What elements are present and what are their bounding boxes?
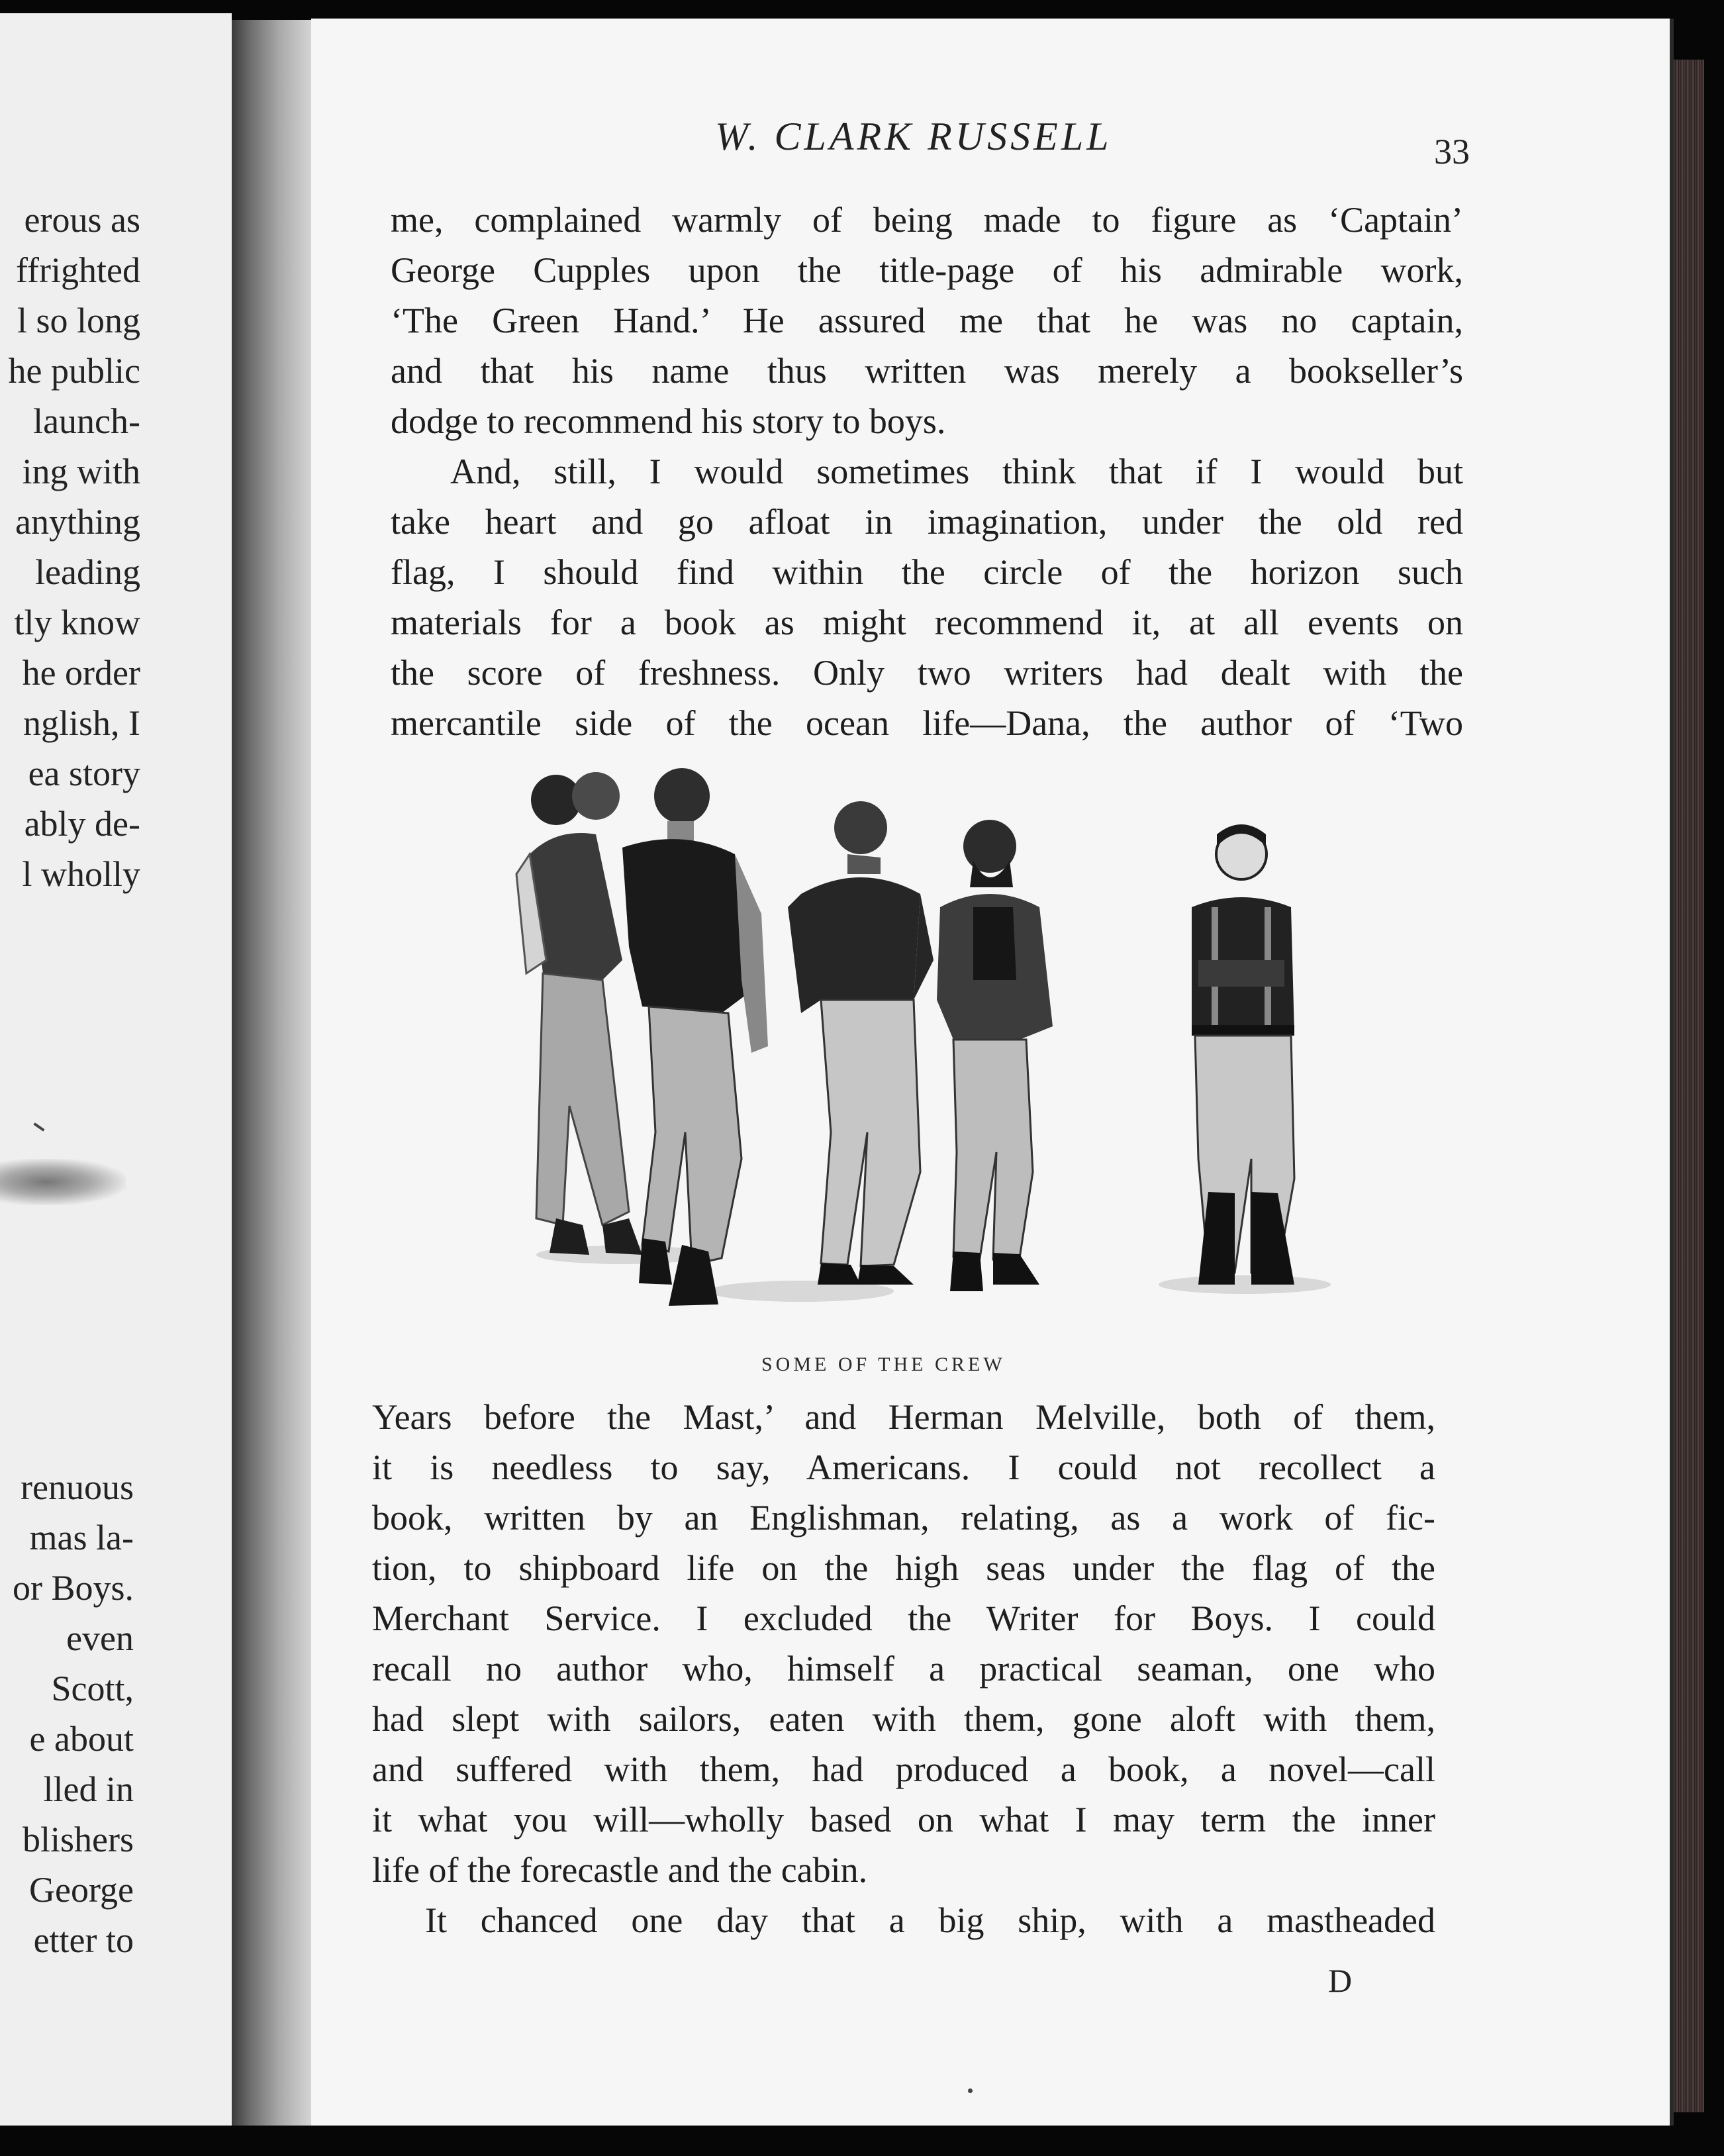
- left-line: anything: [15, 502, 140, 542]
- left-line: nglish, I: [23, 703, 140, 743]
- text-line: life of the forecastle and the cabin.: [372, 1850, 868, 1890]
- text-line: flag, I should find within the circle of the horizon such: [391, 552, 1463, 592]
- left-line: erous as: [24, 200, 140, 240]
- left-page-mark: [33, 1122, 44, 1132]
- text-line: and that his name thus written was merely a bookseller’s: [391, 351, 1463, 391]
- text-line: mercantile side of the ocean life—Dana, the author of ‘Two: [391, 703, 1463, 743]
- crew-engraving: [490, 761, 1351, 1338]
- page-number: 33: [1434, 132, 1470, 172]
- text-line: tion, to shipboard life on the high seas under the flag of the: [372, 1548, 1435, 1588]
- left-line: leading: [35, 552, 140, 592]
- sailor-center-left: [788, 801, 934, 1285]
- left-line: blishers: [23, 1820, 134, 1859]
- sailor-center-right: [937, 820, 1053, 1291]
- left-line: launch-: [33, 401, 140, 441]
- left-line: l wholly: [22, 854, 140, 894]
- left-line: renuous: [21, 1467, 134, 1507]
- sailor-group-left: [516, 768, 768, 1306]
- text-line: ‘The Green Hand.’ He assured me that he was no captain,: [391, 301, 1463, 340]
- book-edge: [1674, 60, 1704, 2112]
- left-line: Scott,: [51, 1669, 134, 1708]
- left-line: l so long: [17, 301, 140, 340]
- left-line: ffrighted: [16, 250, 140, 290]
- left-line: e about: [29, 1719, 134, 1759]
- running-head: W. CLARK RUSSELL: [715, 115, 1112, 158]
- text-line: dodge to recommend his story to boys.: [391, 401, 946, 441]
- signature-mark: D: [1328, 1962, 1353, 1999]
- text-line: had slept with sailors, eaten with them, gone aloft with them,: [372, 1699, 1435, 1739]
- text-line: take heart and go afloat in imagination, under the old red: [391, 502, 1463, 542]
- figure-caption: SOME OF THE CREW: [761, 1353, 1006, 1375]
- text-line: the score of freshness. Only two writers had dealt with the: [391, 653, 1463, 693]
- left-line: ing with: [22, 452, 140, 491]
- left-line: ea story: [28, 754, 140, 793]
- text-line: book, written by an Englishman, relating, as a work of fic-: [372, 1498, 1435, 1538]
- sailor-right: [1192, 824, 1294, 1285]
- text-line: George Cupples upon the title-page of his admirable work,: [391, 250, 1463, 290]
- text-line: Merchant Service. I excluded the Writer for Boys. I could: [372, 1598, 1435, 1638]
- left-line: lled in: [43, 1769, 134, 1809]
- left-line: George: [29, 1870, 134, 1910]
- text-line: it what you will—wholly based on what I may term the inner: [372, 1800, 1435, 1839]
- left-line: he order: [22, 653, 140, 693]
- paragraph-first-line: It chanced one day that a big ship, with a mastheaded: [425, 1900, 1435, 1940]
- paragraph-first-line: And, still, I would sometimes think that if I would but: [450, 452, 1463, 491]
- left-line: he public: [8, 351, 140, 391]
- page-speck: [968, 2088, 973, 2093]
- crew-illustration: [490, 761, 1351, 1338]
- left-line: even: [66, 1618, 134, 1658]
- left-page-illustration-fragment: [0, 1159, 126, 1205]
- text-line: recall no author who, himself a practical seaman, one who: [372, 1649, 1435, 1689]
- left-line: or Boys.: [12, 1568, 134, 1608]
- text-line: materials for a book as might recommend it, at all events on: [391, 603, 1463, 642]
- left-page: [0, 13, 232, 2126]
- text-line: me, complained warmly of being made to figure as ‘Captain’: [391, 200, 1463, 240]
- text-line: Years before the Mast,’ and Herman Melville, both of them,: [372, 1397, 1435, 1437]
- text-line: it is needless to say, Americans. I could not recollect a: [372, 1447, 1435, 1487]
- left-line: ably de-: [24, 804, 140, 844]
- left-line: etter to: [33, 1920, 134, 1960]
- left-line: tly know: [14, 603, 140, 642]
- left-line: mas la-: [29, 1518, 134, 1557]
- text-line: and suffered with them, had produced a book, a novel—call: [372, 1749, 1435, 1789]
